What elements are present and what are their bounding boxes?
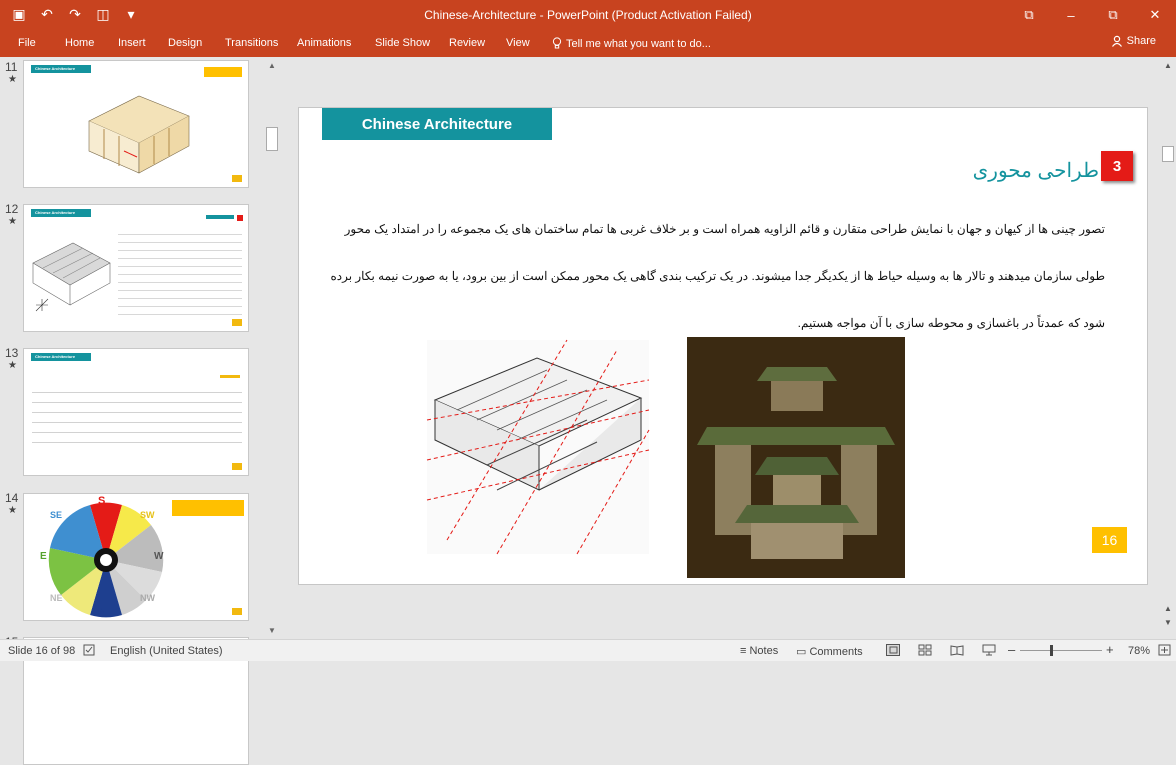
- animation-star-icon: ★: [8, 360, 17, 371]
- lightbulb-icon: [552, 37, 562, 49]
- tell-me-search[interactable]: [552, 34, 711, 53]
- tell-me-label: Tell me what you want to do...: [566, 38, 711, 50]
- animation-star-icon: ★: [8, 505, 17, 516]
- comments-label: Comments: [809, 646, 863, 658]
- ribbon-display-options-button[interactable]: ⧉: [1024, 7, 1034, 22]
- spelling-check-icon[interactable]: [83, 644, 95, 656]
- share-button[interactable]: [1107, 33, 1160, 49]
- thumbnail-page-number: [232, 319, 242, 326]
- slide-body-text: تصور چینی ها از کیهان و جهان با نمایش طراحی متقارن و قائم الزاویه همراه است و بر خلاف غربی ها تمام ساختمان های یک مجموعه را در امتداد یک محور طولی سازمان میدهند و تالار ها به وسیله حیاط ها از یکدیگر جدا میشوند. در یک ترکیب بندی گاهی یک محور ممکن است از بین برود، یا به صورت نیمه بکار برده شود که عمدتاً در باغسازی و محوطه سازی با آن مواجه هستیم.: [330, 222, 1105, 330]
- thumbnail-badge: Chinese Architecture: [31, 353, 91, 361]
- tab-home[interactable]: Home: [65, 37, 95, 49]
- zoom-slider-handle[interactable]: [1050, 645, 1053, 656]
- compass-label-e: E: [40, 551, 47, 562]
- thumbnail-section-title: [206, 215, 234, 219]
- share-label: Share: [1126, 35, 1156, 47]
- slide-page-number: 16: [1092, 527, 1127, 553]
- thumbnail-number: 14: [5, 491, 19, 505]
- thumbnail-scrollbar[interactable]: [264, 57, 282, 639]
- house-frame-illustration: [79, 81, 199, 176]
- tab-animations[interactable]: Animations: [297, 37, 352, 49]
- zoom-level[interactable]: 78%: [1128, 645, 1151, 657]
- section-title: طراحی محوری: [972, 160, 1099, 182]
- thumbnail-section-title: [220, 375, 240, 378]
- thumbnail-number: 12: [5, 202, 19, 216]
- compass-label-n: N: [98, 606, 106, 618]
- slideshow-view-icon[interactable]: [982, 644, 996, 656]
- language-indicator[interactable]: English (United States): [110, 645, 223, 657]
- notes-label: Notes: [749, 645, 779, 657]
- slide-counter: Slide 16 of 98: [8, 645, 76, 657]
- reading-view-icon[interactable]: [950, 644, 964, 656]
- redo-icon[interactable]: ↷: [69, 6, 81, 22]
- compass-label-nw: NW: [140, 593, 155, 603]
- thumbnail-page-number: [232, 608, 242, 615]
- tab-view[interactable]: View: [506, 37, 530, 49]
- editor-scrollbar[interactable]: [1160, 57, 1176, 639]
- ribbon-tabs: [0, 30, 1176, 57]
- scrollbar-thumb[interactable]: [266, 127, 278, 151]
- compass-label-ne: NE: [50, 593, 63, 603]
- thumbnail-slide-14[interactable]: [23, 493, 249, 621]
- tab-file[interactable]: File: [18, 37, 36, 49]
- start-slideshow-icon[interactable]: ◫: [96, 6, 110, 22]
- slide-badge: Chinese Architecture: [322, 108, 552, 140]
- zoom-out-icon[interactable]: –: [1008, 642, 1016, 657]
- compass-label-w: W: [154, 551, 164, 562]
- next-slide-icon[interactable]: ▼: [1164, 618, 1172, 627]
- thumbnail-number: 13: [5, 346, 19, 360]
- tab-design[interactable]: Design: [168, 37, 203, 49]
- restore-button[interactable]: ⧉: [1108, 7, 1118, 22]
- thumbnail-section-number: [237, 215, 243, 221]
- zoom-slider[interactable]: [1020, 650, 1102, 651]
- person-icon: [1111, 35, 1123, 47]
- thumbnail-page-number: [232, 463, 242, 470]
- slide-thumbnail-pane: [0, 57, 264, 639]
- scrollbar-thumb[interactable]: [1162, 146, 1174, 162]
- previous-slide-icon[interactable]: ▲: [1164, 604, 1172, 613]
- save-icon[interactable]: ▣: [12, 6, 26, 22]
- notes-icon: ≡: [740, 645, 750, 657]
- animation-star-icon: ★: [8, 216, 17, 227]
- axial-layout-sketch: [427, 340, 649, 554]
- thumbnail-slide-11[interactable]: [23, 60, 249, 188]
- thumbnail-badge: Chinese Architecture: [31, 65, 91, 73]
- compass-label-se: SE: [50, 510, 63, 520]
- status-bar: [0, 639, 1176, 661]
- tab-review[interactable]: Review: [449, 37, 486, 49]
- tab-transitions[interactable]: Transitions: [225, 37, 279, 49]
- animation-star-icon: ★: [8, 74, 17, 85]
- scroll-up-icon[interactable]: ▲: [268, 61, 276, 70]
- slide-sorter-icon[interactable]: [918, 644, 932, 656]
- thumbnail-page-number: [232, 175, 242, 182]
- compass-label-s: S: [98, 495, 106, 507]
- thumbnail-slide-12[interactable]: [23, 204, 249, 332]
- notes-button[interactable]: [740, 645, 778, 657]
- undo-icon[interactable]: ↶: [41, 6, 53, 22]
- slide-editor: [284, 57, 1160, 639]
- comments-button[interactable]: [796, 645, 863, 658]
- thumbnail-title-box: [204, 67, 242, 77]
- thumbnail-text-lines: [32, 383, 242, 445]
- scroll-up-icon[interactable]: ▲: [1164, 61, 1172, 70]
- window-title: Chinese-Architecture - PowerPoint (Product Activation Failed): [424, 8, 752, 22]
- courtyard-model-photo: [687, 337, 905, 578]
- customize-qat-icon[interactable]: ▾: [127, 6, 135, 22]
- thumbnail-badge: Chinese Architecture: [31, 209, 91, 217]
- normal-view-icon[interactable]: [886, 644, 900, 656]
- scroll-down-icon[interactable]: ▼: [268, 626, 276, 635]
- title-bar: [0, 0, 1176, 30]
- thumbnail-title-box: [172, 500, 244, 516]
- compass-label-sw: SW: [140, 510, 155, 520]
- courtyard-axis-illustration: [28, 223, 112, 323]
- tab-slide-show[interactable]: Slide Show: [375, 37, 431, 49]
- thumbnail-text-lines: [118, 227, 242, 317]
- tab-insert[interactable]: Insert: [118, 37, 146, 49]
- fit-to-window-icon[interactable]: [1158, 644, 1171, 656]
- section-number: 3: [1101, 151, 1133, 181]
- zoom-in-icon[interactable]: +: [1106, 642, 1114, 657]
- close-button[interactable]: ✕: [1149, 7, 1161, 22]
- thumbnail-slide-13[interactable]: [23, 348, 249, 476]
- current-slide[interactable]: [298, 107, 1148, 585]
- thumbnail-number: 11: [5, 60, 18, 74]
- comment-icon: ▭: [796, 646, 810, 658]
- minimize-button[interactable]: –: [1067, 7, 1075, 23]
